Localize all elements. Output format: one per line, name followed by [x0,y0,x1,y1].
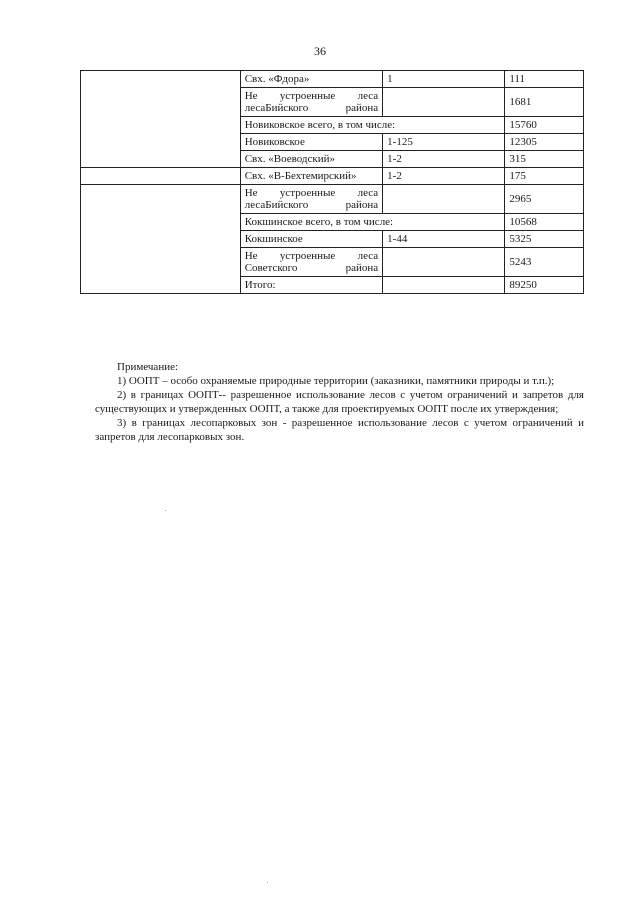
row-name: Свх. «Воеводский» [240,151,382,168]
row-area: 89250 [505,277,584,294]
row-area: 315 [505,151,584,168]
note-item: 1) ООПТ – особо охраняемые природные территории (заказники, памятники природы и т.п.); [117,375,555,387]
row-name: Кокшинское всего, в том числе: [240,214,505,231]
row-area: 12305 [505,134,584,151]
row-quarters [383,277,505,294]
row-area: 5325 [505,231,584,248]
notes-heading: Примечание: [117,361,179,373]
row-name: Не устроенные леса лесаБийского района [240,185,382,214]
group-cell [81,185,241,294]
row-area: 2965 [505,185,584,214]
row-area: 1681 [505,88,584,117]
row-name: Новиковское всего, в том числе: [240,117,505,134]
row-name: Свх. «В-Бехтемирский» [240,168,382,185]
row-quarters [383,185,505,214]
row-quarters: 1 [383,71,505,88]
forest-area-table [80,70,584,294]
row-name: Свх. «Фдора» [240,71,382,88]
row-name: Новиковское [240,134,382,151]
row-quarters: 1-44 [383,231,505,248]
row-quarters [383,248,505,277]
note-item: 3) в границах лесопарковых зон - разрешенное использование лесов с учетом ограничений и запретов для лесопарковых зон. [95,417,584,443]
scan-speck [267,882,268,883]
row-quarters: 1-2 [383,151,505,168]
row-name: Кокшинское [240,231,382,248]
page-number: 36 [314,44,326,58]
group-cell [81,168,241,185]
row-quarters [383,88,505,117]
table-row [81,71,584,88]
row-name: Не устроенные леса лесаБийского района [240,88,382,117]
row-quarters: 1-2 [383,168,505,185]
row-area: 15760 [505,117,584,134]
table-row [81,185,584,214]
note-item: 2) в границах ООПТ-- разрешенное использование лесов с учетом ограничений и запретов для существующих и утвержденных ООПТ, а также для проектируемых ООПТ после их утверждения; [95,389,584,415]
row-area: 111 [505,71,584,88]
row-area: 10568 [505,214,584,231]
row-area: 175 [505,168,584,185]
scan-speck [165,510,166,511]
notes-section [95,360,584,444]
group-cell [81,71,241,168]
table-row [81,168,584,185]
row-quarters: 1-125 [383,134,505,151]
row-area: 5243 [505,248,584,277]
row-name: Не устроенные леса Советского района [240,248,382,277]
row-name: Итого: [240,277,382,294]
